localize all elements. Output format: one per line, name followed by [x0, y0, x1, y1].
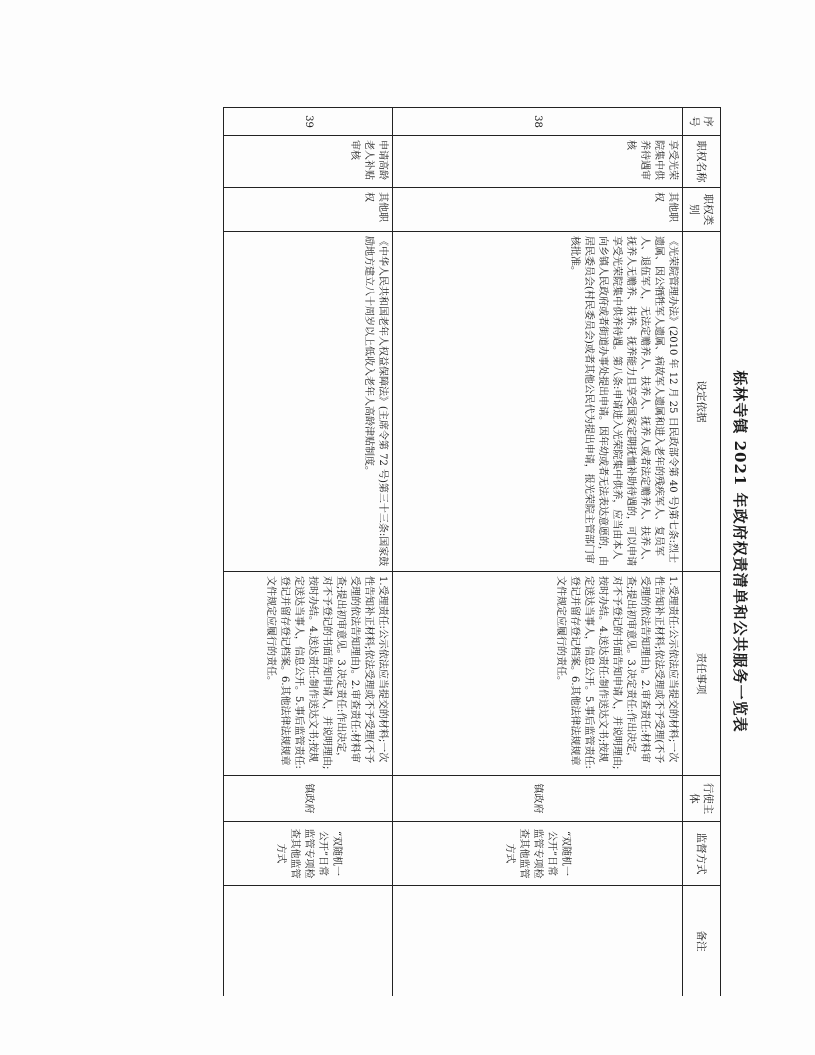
row-category: 其他职权 [393, 188, 683, 232]
row-basis: 《中华人民共和国老年人权益保障法》(主席令第 72 号)第三十三条:国家鼓励地方建立八十周岁以上低收入老年人高龄津贴制度。 [224, 232, 393, 572]
table-row [224, 108, 393, 997]
power-list-table [223, 107, 721, 996]
row-supervision: “双随机一公开”日常监管专项检查其他监管方式 [393, 822, 683, 886]
header-duty: 责任事项 [683, 572, 721, 776]
document-title: 栎林寺镇 2021 年政府权责清单和公共服务一览表 [731, 370, 749, 733]
row-seq: 39 [224, 108, 393, 136]
rotated-content [223, 107, 755, 996]
row-name: 享受光荣院集中供养待遇审核 [393, 136, 683, 188]
row-basis: 《光荣院管理办法》(2010 年 12 月 25 日民政部令第 40 号)第七条:烈士遗属、因公牺牲军人遗属、病故军人遗属和进入老年的残疾军人、复员军人、退伍军人，无法定赡养人、扶养人、抚养人或者法定赡养人、扶养人、抚养人无赡养、扶养、抚养能力且享受国家定期抚恤补助待遇的，可以申请享受光荣院集中供养待遇。第八条:申请进入光荣院集中供养，应当由本人向乡镇人民政府或者街道办事处提出申请。因年幼或者无法表达意愿的，由居民委员会(村民委员会)或者其他公民代为提出申请，报光荣院主管部门审核批准。 [393, 232, 683, 572]
row-duty: 1.受理责任:公示依法应当提交的材料;一次性告知补正材料;依法受理或不予受理(不予受理的依法告知理由)。2.审查责任:材料审查;提出初审意见。3.决定责任:作出决定，对不予登记的书面告知申请人，并说明理由;按时办结。4.送达责任:制作送达文书;按规定送达当事人，信息公开。5.事后监管责任:登记并留存登记档案。6.其他法律法规规章文件规定应履行的责任。 [393, 572, 683, 776]
table-row [393, 108, 683, 997]
header-remarks: 备注 [683, 886, 721, 997]
header-category: 职权类别 [683, 188, 721, 232]
header-seq: 序号 [683, 108, 721, 136]
row-supervision: “双随机一公开”日常监管专项检查其他监管方式 [224, 822, 393, 886]
row-name: 申请高龄老人补贴审核 [224, 136, 393, 188]
row-category: 其他职权 [224, 188, 393, 232]
row-subject: 镇政府 [224, 776, 393, 822]
row-remarks [224, 886, 393, 997]
row-remarks [393, 886, 683, 997]
header-row [683, 108, 721, 997]
header-basis: 设定依据 [683, 232, 721, 572]
header-name: 职权名称 [683, 136, 721, 188]
header-supervision: 监督方式 [683, 822, 721, 886]
row-duty: 1.受理责任:公示依法应当提交的材料;一次性告知补正材料;依法受理或不予受理(不予受理的依法告知理由)。2.审查责任:材料审查;提出初审意见。3.决定责任:作出决定，对不予登记的书面告知申请人，并说明理由;按时办结。4.送达责任:制作送达文书;按规定送达当事人，信息公开。5.事后监管责任:登记并留存登记档案。6.其他法律法规规章文件规定应履行的责任。 [224, 572, 393, 776]
row-subject: 镇政府 [393, 776, 683, 822]
rotated-table-region [223, 107, 755, 996]
row-seq: 38 [393, 108, 683, 136]
header-subject: 行使主体 [683, 776, 721, 822]
